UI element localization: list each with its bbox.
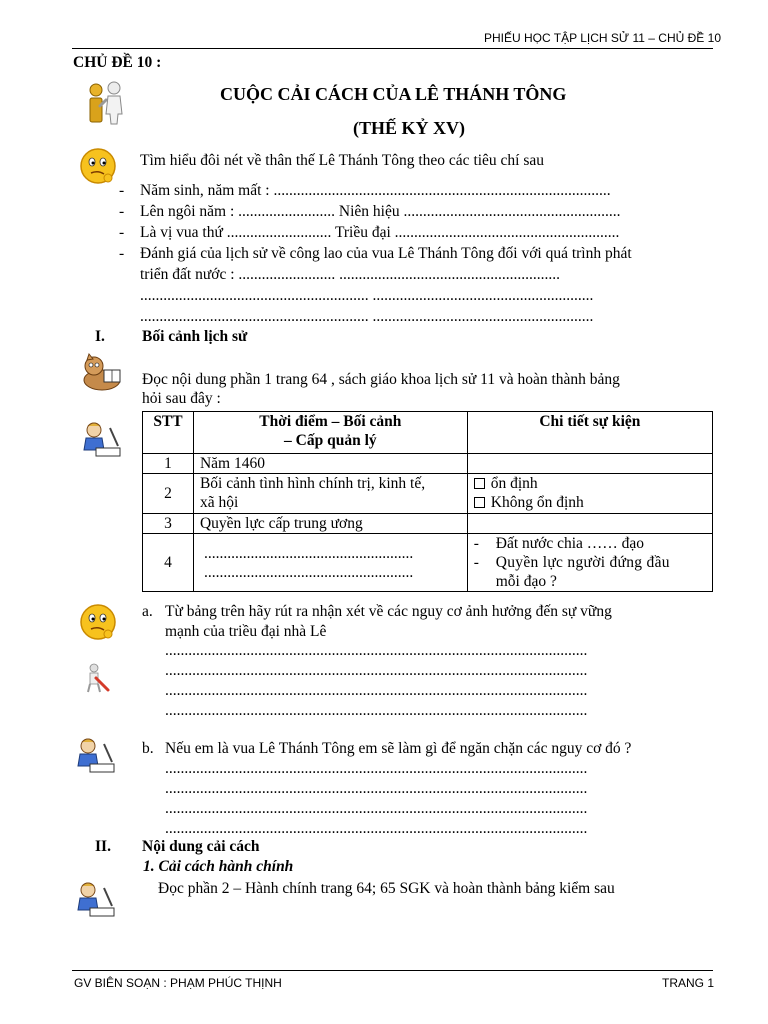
row1-detail[interactable]: [467, 454, 712, 474]
row4-detail-item1: - Đất nước chia …… đạo: [473, 535, 645, 552]
row2-time-line2: xã hội: [199, 494, 239, 511]
question-b-answer-line[interactable]: .............................................................................................................: [165, 780, 588, 797]
question-b-answer-line[interactable]: .............................................................................................................: [165, 800, 588, 817]
question-a-line2: mạnh của triều đại nhà Lê: [165, 623, 327, 640]
question-a-answer-line[interactable]: .............................................................................................................: [165, 642, 588, 659]
intro-item-birth: Năm sinh, năm mất : .......................................................................................: [140, 182, 611, 199]
section1-title: Bối cảnh lịch sử: [142, 328, 248, 345]
row4-detail-item2-text: Quyền lực người đứng đầu: [495, 554, 670, 571]
question-b-answer-line[interactable]: .............................................................................................................: [165, 760, 588, 777]
thinking-face-icon: [78, 146, 118, 186]
question-b-answer-line[interactable]: .............................................................................................................: [165, 820, 588, 837]
row4-detail-item2: - Quyền lực người đứng đầu: [473, 554, 670, 571]
table-row: [143, 534, 713, 592]
page-title-line2: (THẾ KỶ XV): [353, 118, 465, 138]
table-row: [143, 474, 713, 514]
page-title-line1: CUỘC CẢI CÁCH CỦA LÊ THÁNH TÔNG: [220, 84, 567, 104]
footer-rule: [72, 970, 713, 971]
row4-detail-item1-text: Đất nước chia …… đạo: [495, 535, 645, 552]
row3-detail[interactable]: [467, 514, 712, 534]
option-unstable[interactable]: [474, 493, 706, 512]
row3-time: Quyền lực cấp trung ương: [193, 514, 467, 534]
question-a-answer-line[interactable]: .............................................................................................................: [165, 682, 588, 699]
intro-answer-line-1: ........................................................... .........................................................: [140, 287, 594, 304]
table-row: [143, 454, 713, 474]
table-row: [143, 514, 713, 534]
question-b-label: b.: [142, 740, 154, 757]
row3-stt: 3: [143, 514, 194, 534]
row4-detail: [467, 534, 712, 592]
header-rule: [72, 48, 713, 49]
table-header-time-line1: Thời điểm – Bối cảnh: [259, 413, 402, 430]
table-header-row: [143, 412, 713, 454]
writing-student-icon: [74, 880, 118, 920]
row2-stt: 2: [143, 474, 194, 514]
section1-number: I.: [95, 328, 105, 345]
section2-instruction: Đọc phần 2 – Hành chính trang 64; 65 SGK và hoàn thành bảng kiểm sau: [158, 880, 615, 897]
header-title: PHIẾU HỌC TẬP LỊCH SỬ 11 – CHỦ ĐỀ 10: [484, 31, 721, 45]
row4-stt: 4: [143, 534, 194, 592]
question-a-label: a.: [142, 603, 153, 620]
context-table: [142, 411, 713, 592]
section2-number: II.: [95, 838, 111, 855]
intro-item-evaluation-cont: triển đất nước : ......................... .........................................................: [140, 266, 560, 283]
option-stable-label: ổn định: [490, 475, 538, 492]
table-header-stt: STT: [143, 412, 194, 454]
checkbox-stable[interactable]: [474, 478, 485, 489]
footer-page-number: TRANG 1: [662, 976, 715, 990]
intro-bullet-1: -: [119, 182, 125, 199]
intro-item-evaluation: Đánh giá của lịch sử về công lao của vua Lê Thánh Tông đối với quá trình phát: [140, 245, 632, 262]
topic-label: CHỦ ĐỀ 10 :: [73, 54, 162, 71]
section1-instruction-line2: hỏi sau đây :: [142, 390, 221, 407]
reading-cat-icon: [80, 352, 124, 392]
section2-subtitle: 1. Cải cách hành chính: [143, 858, 294, 875]
info-figure-icon: [84, 80, 128, 126]
option-unstable-label: Không ổn định: [490, 494, 584, 511]
section1-instruction-line1: Đọc nội dung phần 1 trang 64 , sách giáo khoa lịch sử 11 và hoàn thành bảng: [142, 371, 620, 388]
table-header-detail: Chi tiết sự kiện: [467, 412, 712, 454]
checkbox-unstable[interactable]: [474, 497, 485, 508]
intro-bullet-4: -: [119, 245, 125, 262]
row2-time: [193, 474, 467, 514]
table-header-time-line2: – Cấp quản lý: [284, 432, 377, 449]
row2-detail: [467, 474, 712, 514]
row4-time-dots-1: ......................................................: [203, 544, 414, 562]
row4-time[interactable]: [193, 534, 467, 592]
row2-time-line1: Bối cảnh tình hình chính trị, kinh tế,: [199, 475, 426, 492]
footer-author: GV BIÊN SOẠN : PHẠM PHÚC THỊNH: [74, 976, 282, 990]
intro-prompt: Tìm hiểu đôi nét về thân thế Lê Thánh Tông theo các tiêu chí sau: [140, 152, 545, 169]
writing-student-icon: [74, 736, 118, 776]
intro-bullet-3: -: [119, 224, 125, 241]
question-a-answer-line[interactable]: .............................................................................................................: [165, 662, 588, 679]
intro-item-throne: Lên ngôi năm : ......................... Niên hiệu ........................................................: [140, 203, 621, 220]
row4-time-dots-2: ......................................................: [203, 563, 414, 581]
row1-time: Năm 1460: [193, 454, 467, 474]
question-a-line1: Từ bảng trên hãy rút ra nhận xét về các nguy cơ ảnh hưởng đến sự vững: [165, 603, 612, 620]
question-b-line1: Nếu em là vua Lê Thánh Tông em sẽ làm gì để ngăn chặn các nguy cơ đó ?: [165, 740, 632, 757]
table-header-time: [193, 412, 467, 454]
thinking-face-icon: [78, 602, 118, 642]
option-stable[interactable]: [474, 474, 706, 493]
intro-item-order: Là vị vua thứ ........................... Triều đại ..........................................................: [140, 224, 620, 241]
intro-bullet-2: -: [119, 203, 125, 220]
row1-stt: 1: [143, 454, 194, 474]
row4-detail-item2-cont: mỗi đạo ?: [495, 573, 557, 590]
intro-answer-line-2: ........................................................... .........................................................: [140, 308, 594, 325]
question-a-answer-line[interactable]: .............................................................................................................: [165, 702, 588, 719]
pencil-figure-icon: [84, 662, 112, 694]
writing-student-icon: [80, 420, 124, 460]
section2-title: Nội dung cải cách: [142, 838, 260, 855]
